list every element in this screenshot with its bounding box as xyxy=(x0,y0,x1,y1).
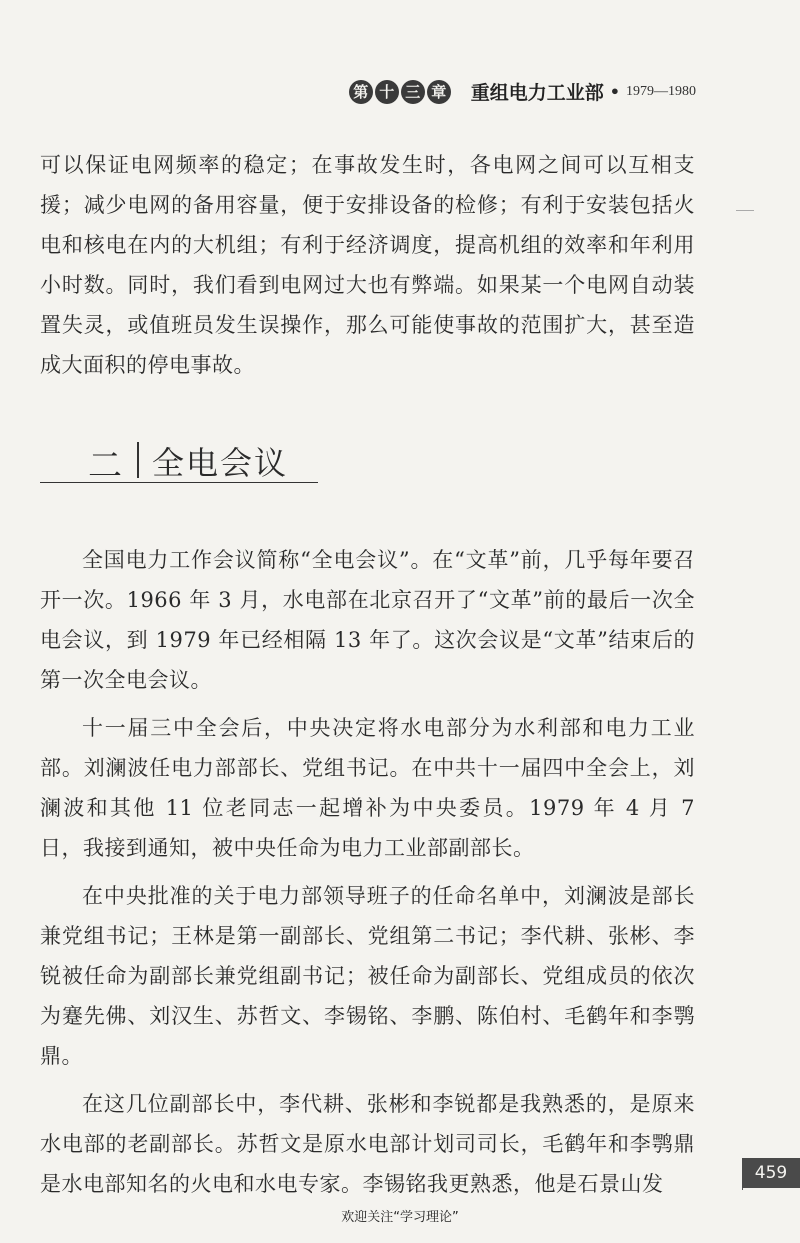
chapter-years: 1979—1980 xyxy=(626,83,696,99)
chapter-title: 重组电力工业部 xyxy=(470,82,604,104)
paragraph: 全国电力工作会议简称“全电会议”。在“文革”前，几乎每年要召开一次。1966 年 3 月，水电部在北京召开了“文革”前的最后一次全电会议，到 1979 年已经相隔 13 年了。这次会议是“文革”结束后的第一次全电会议。 xyxy=(40,548,695,692)
paragraph: 可以保证电网频率的稳定；在事故发生时，各电网之间可以互相支援；减少电网的备用容量，便于安排设备的检修；有利于安装包括火电和核电在内的大机组；有利于经济调度，提高机组的效率和年利用小时数。同时，我们看到电网过大也有弊端。如果某一个电网自动装置失灵，或值班员发生误操作，那么可能使事故的范围扩大，甚至造成大面积的停电事故。 xyxy=(40,153,695,377)
chapter-badge-char: 章 xyxy=(427,80,451,104)
chapter-badge-char: 第 xyxy=(349,80,373,104)
page-number: 459 xyxy=(742,1158,800,1188)
body-text-top xyxy=(40,145,695,393)
chapter-badge xyxy=(349,80,451,104)
paragraph: 在这几位副部长中，李代耕、张彬和李锐都是我熟悉的，是原来水电部的老副部长。苏哲文是原水电部计划司司长，毛鹤年和李鹗鼎是水电部知名的火电和水电专家。李锡铭我更熟悉，他是石景山发 xyxy=(40,1092,695,1196)
footer-note: 欢迎关注“学习理论” xyxy=(341,1210,459,1225)
body-text-bottom xyxy=(40,540,695,1212)
section-title: 全电会议 xyxy=(152,444,289,482)
section-divider xyxy=(137,442,139,478)
paragraph: 在中央批准的关于电力部领导班子的任命名单中，刘澜波是部长兼党组书记；王林是第一副部长、党组第二书记；李代耕、张彬、李锐被任命为副部长兼党组副书记；被任命为副部长、党组成员的依次为蹇先佛、刘汉生、苏哲文、李锡铭、李鹏、陈伯村、毛鹤年和李鹗鼎。 xyxy=(40,884,695,1068)
section-number: 二 xyxy=(88,446,122,486)
paragraph: 十一届三中全会后，中央决定将水电部分为水利部和电力工业部。刘澜波任电力部部长、党组书记。在中共十一届四中全会上，刘澜波和其他 11 位老同志一起增补为中央委员。1979 年 4 月 7 日，我接到通知，被中央任命为电力工业部副部长。 xyxy=(40,716,695,860)
section-heading xyxy=(40,438,318,486)
running-header xyxy=(349,78,696,105)
scan-mark xyxy=(736,210,754,211)
chapter-badge-char: 十 xyxy=(375,80,399,104)
chapter-badge-char: 三 xyxy=(401,80,425,104)
header-separator: • xyxy=(609,82,620,101)
